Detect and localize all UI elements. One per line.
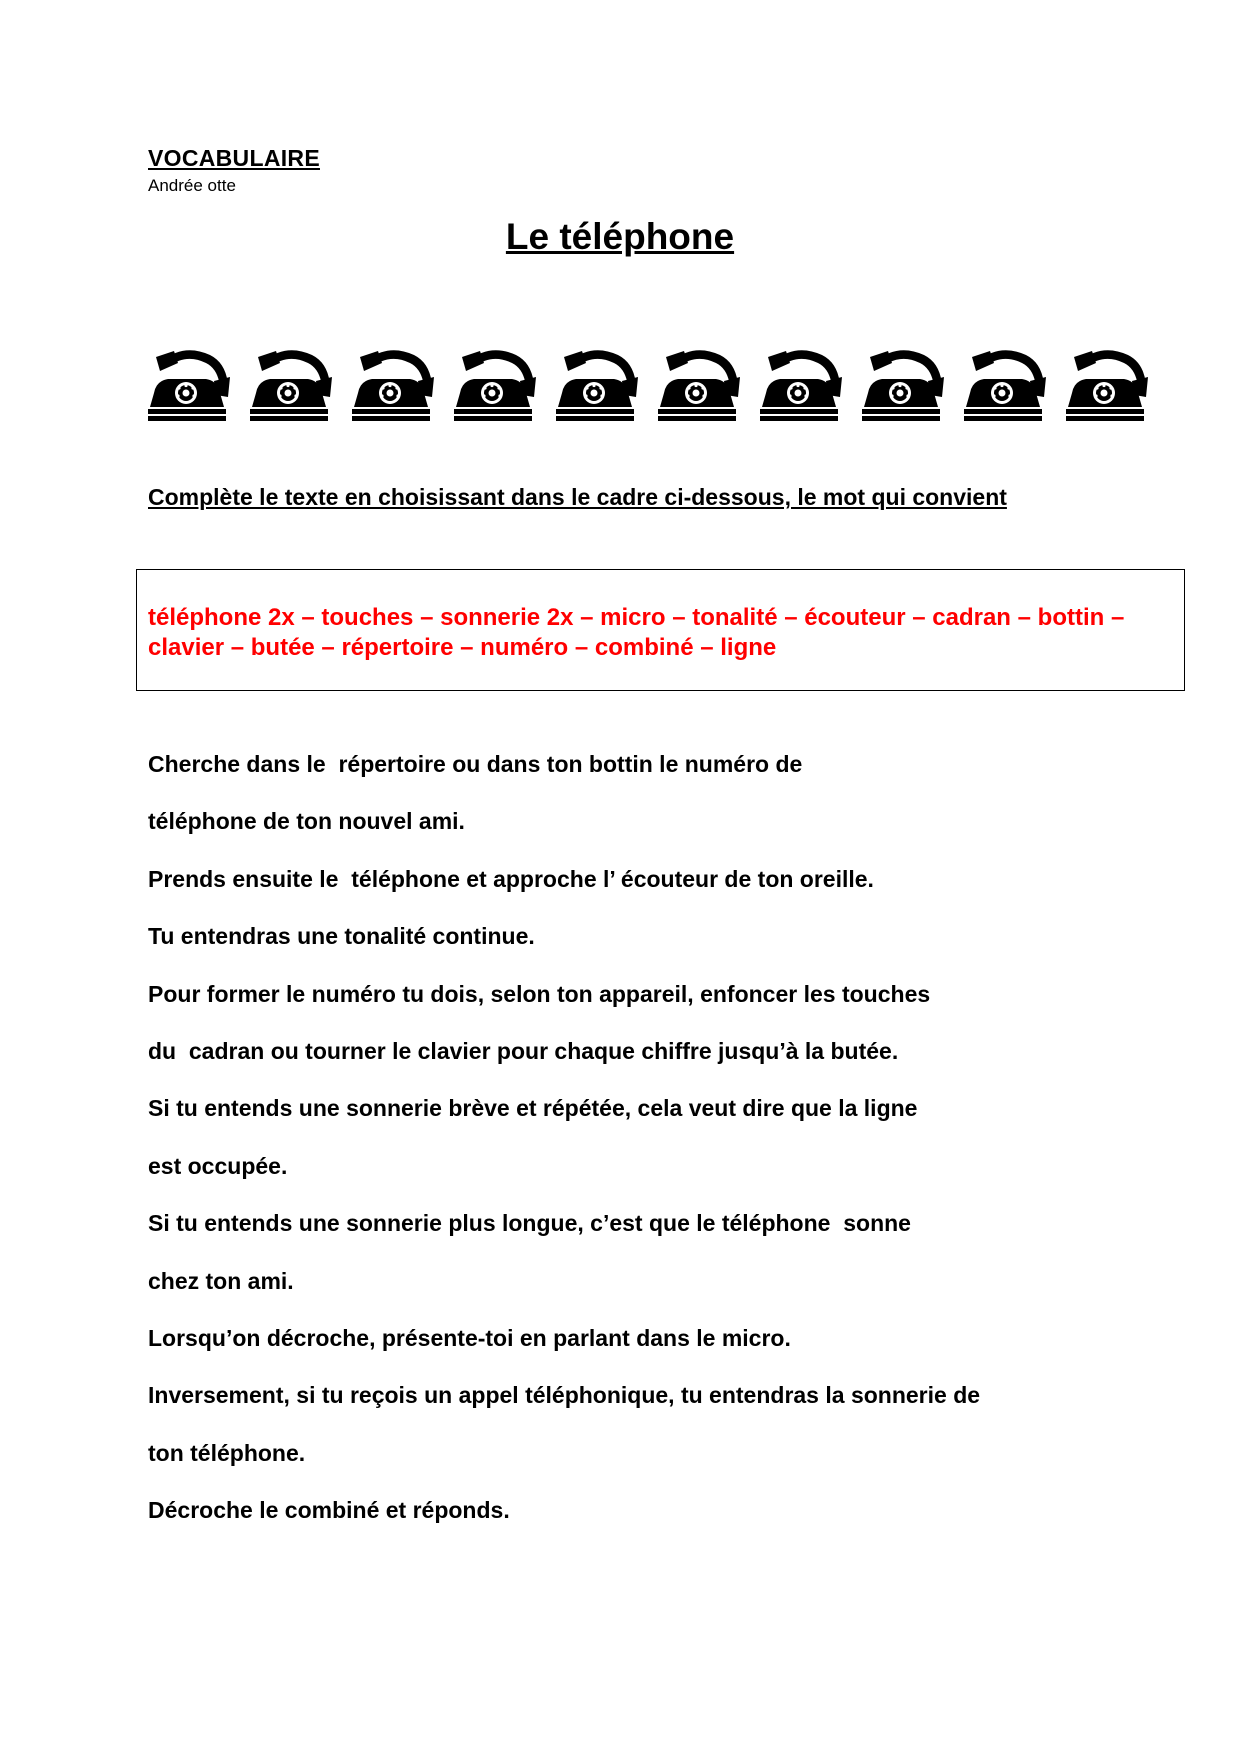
text-line: Si tu entends une sonnerie plus longue, c’est que le téléphone sonne — [148, 1210, 911, 1237]
text-line: Tu entendras une tonalité continue. — [148, 923, 535, 950]
telephone-icon — [862, 345, 944, 425]
telephone-icon — [760, 345, 842, 425]
author-name: Andrée otte — [148, 176, 236, 195]
telephone-icon — [1066, 345, 1148, 425]
text-line: chez ton ami. — [148, 1267, 294, 1294]
text-line: Pour former le numéro tu dois, selon ton appareil, enfoncer les touches — [148, 980, 931, 1007]
page-title: Le téléphone — [505, 216, 735, 257]
telephone-icon — [658, 345, 740, 425]
section-label: VOCABULAIRE — [148, 145, 320, 171]
text-line: Si tu entends une sonnerie brève et répétée, cela veut dire que la ligne — [148, 1095, 918, 1122]
exercise-instruction: Complète le texte en choisissant dans le cadre ci-dessous, le mot qui convient — [148, 484, 1007, 510]
word-bank-line: clavier – butée – répertoire – numéro – combiné – ligne — [148, 634, 777, 661]
text-line: Lorsqu’on décroche, présente-toi en parlant dans le micro. — [148, 1324, 791, 1351]
telephone-icon — [454, 345, 536, 425]
text-line: du cadran ou tourner le clavier pour chaque chiffre jusqu’à la butée. — [148, 1037, 899, 1064]
word-bank-list — [148, 603, 1178, 663]
text-line: Cherche dans le répertoire ou dans ton bottin le numéro de — [148, 751, 803, 777]
telephone-icon — [148, 345, 230, 425]
text-line: Décroche le combiné et réponds. — [148, 1497, 510, 1524]
telephone-icon-row — [148, 345, 1148, 425]
telephone-icon — [556, 345, 638, 425]
text-line: ton téléphone. — [148, 1439, 306, 1466]
text-line: Inversement, si tu reçois un appel téléphonique, tu entendras la sonnerie de — [148, 1382, 981, 1409]
telephone-icon — [352, 345, 434, 425]
text-line: Prends ensuite le téléphone et approche l’ écouteur de ton oreille. — [148, 865, 874, 892]
exercise-text — [148, 748, 1148, 1551]
telephone-icon — [250, 345, 332, 425]
word-bank-line: téléphone 2x – touches – sonnerie 2x – micro – tonalité – écouteur – cadran – bottin – — [148, 604, 1125, 631]
text-line: est occupée. — [148, 1152, 288, 1179]
text-line: téléphone de ton nouvel ami. — [148, 808, 465, 835]
telephone-icon — [964, 345, 1046, 425]
word-bank-box — [136, 569, 1185, 691]
